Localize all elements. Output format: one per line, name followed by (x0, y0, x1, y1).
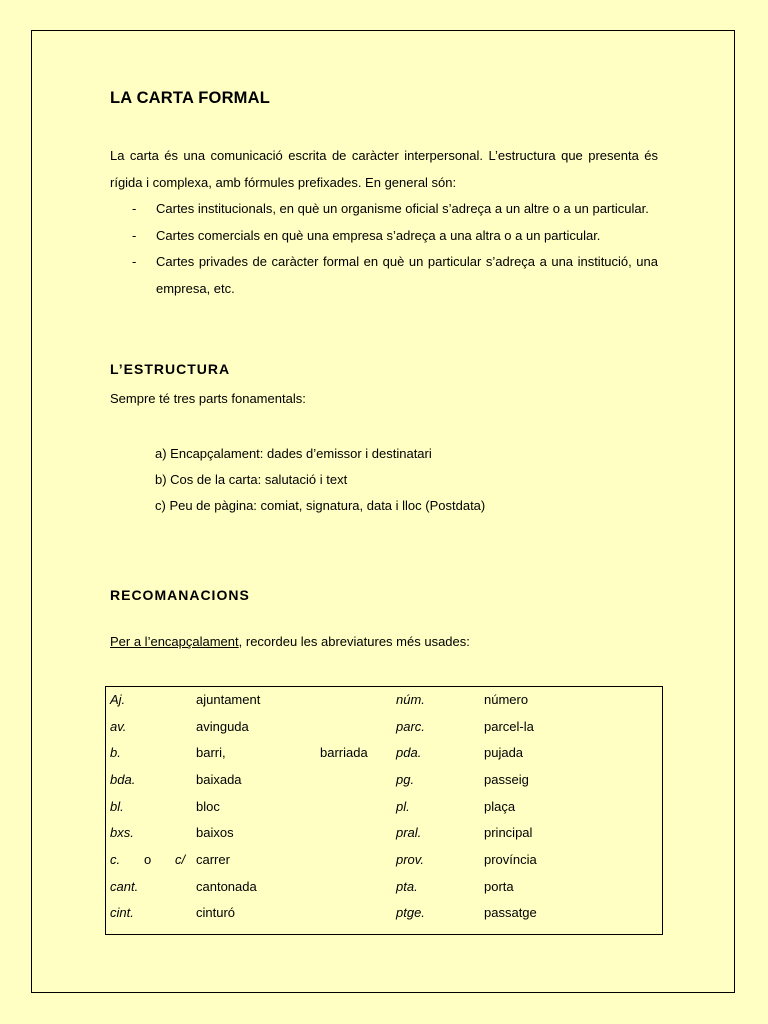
structure-intro: Sempre té tres parts fonamentals: (110, 391, 306, 406)
abbreviation: parc. (396, 719, 425, 734)
abbreviation-or: o (144, 852, 152, 867)
abbreviation: ptge. (396, 905, 425, 920)
abbreviation: cant. (110, 879, 139, 894)
table-row (106, 905, 662, 931)
letter-types-list (110, 196, 658, 303)
recommendations-heading: RECOMANACIONS (110, 587, 250, 603)
abbreviations-table (105, 686, 663, 935)
page-title: LA CARTA FORMAL (110, 89, 271, 107)
abbreviation: prov. (396, 852, 424, 867)
table-row (106, 852, 662, 878)
meaning: cantonada (196, 879, 257, 894)
abbreviation: bl. (110, 799, 124, 814)
structure-heading: L’ESTRUCTURA (110, 361, 231, 377)
meaning: passatge (484, 905, 537, 920)
table-row (106, 772, 662, 798)
meaning-alt: barriada (320, 745, 368, 760)
meaning: ajuntament (196, 692, 261, 707)
abbreviation: bxs. (110, 825, 134, 840)
dash-bullet: - (132, 227, 137, 243)
recommendations-rest: , recordeu les abreviatures més usades: (238, 634, 470, 649)
dash-bullet: - (132, 254, 137, 270)
meaning: parcel-la (484, 719, 534, 734)
meaning: plaça (484, 799, 516, 814)
meaning: barri, (196, 745, 226, 760)
meaning: passeig (484, 772, 529, 787)
list-item-text: Cartes privades de caràcter formal en què un particular s’adreça a una institució, una empresa, etc. (156, 254, 658, 297)
abbreviation: bda. (110, 772, 136, 787)
list-item (110, 249, 658, 302)
structure-part: a) Encapçalament: dades d’emissor i destinatari (155, 446, 432, 461)
list-item-text: Cartes institucionals, en què un organisme oficial s’adreça a un altre o a un particular. (156, 201, 649, 216)
meaning: província (484, 852, 537, 867)
abbreviation: pda. (396, 745, 422, 760)
abbreviation-alt: c/ (175, 852, 186, 867)
abbreviation: pral. (396, 825, 422, 840)
abbreviation: c. (110, 852, 121, 867)
table-row (106, 825, 662, 851)
list-item-text: Cartes comercials en què una empresa s’adreça a una altra o a un particular. (156, 227, 601, 243)
abbreviation: núm. (396, 692, 425, 707)
table-row (106, 719, 662, 745)
table-row (106, 879, 662, 905)
table-row (106, 692, 662, 718)
structure-part: c) Peu de pàgina: comiat, signatura, data i lloc (Postdata) (155, 498, 486, 513)
abbreviation: Aj. (110, 692, 126, 707)
meaning: porta (484, 879, 514, 894)
meaning: baixos (196, 825, 234, 840)
abbreviation: pta. (396, 879, 418, 894)
header-underlined-text: Per a l’encapçalament (110, 634, 239, 649)
meaning: pujada (484, 745, 524, 760)
table-row (106, 745, 662, 771)
dash-bullet: - (132, 201, 137, 216)
meaning: principal (484, 825, 533, 840)
table-row (106, 799, 662, 825)
abbreviation: b. (110, 745, 121, 760)
meaning: bloc (196, 799, 220, 814)
abbreviation: cint. (110, 905, 134, 920)
meaning: baixada (196, 772, 242, 787)
abbreviation: pg. (396, 772, 415, 787)
structure-part: b) Cos de la carta: salutació i text (155, 472, 348, 487)
meaning: número (484, 692, 529, 707)
abbreviation: av. (110, 719, 127, 734)
list-item (110, 223, 658, 250)
abbreviation: pl. (396, 799, 410, 814)
meaning: carrer (196, 852, 230, 867)
intro-paragraph: La carta és una comunicació escrita de caràcter interpersonal. L’estructura que presenta és rígida i complexa, amb fórmules prefixades. En general són: (110, 148, 658, 190)
recommendations-intro (110, 634, 470, 649)
list-item (110, 196, 658, 223)
meaning: avinguda (196, 719, 249, 734)
meaning: cinturó (196, 905, 236, 920)
